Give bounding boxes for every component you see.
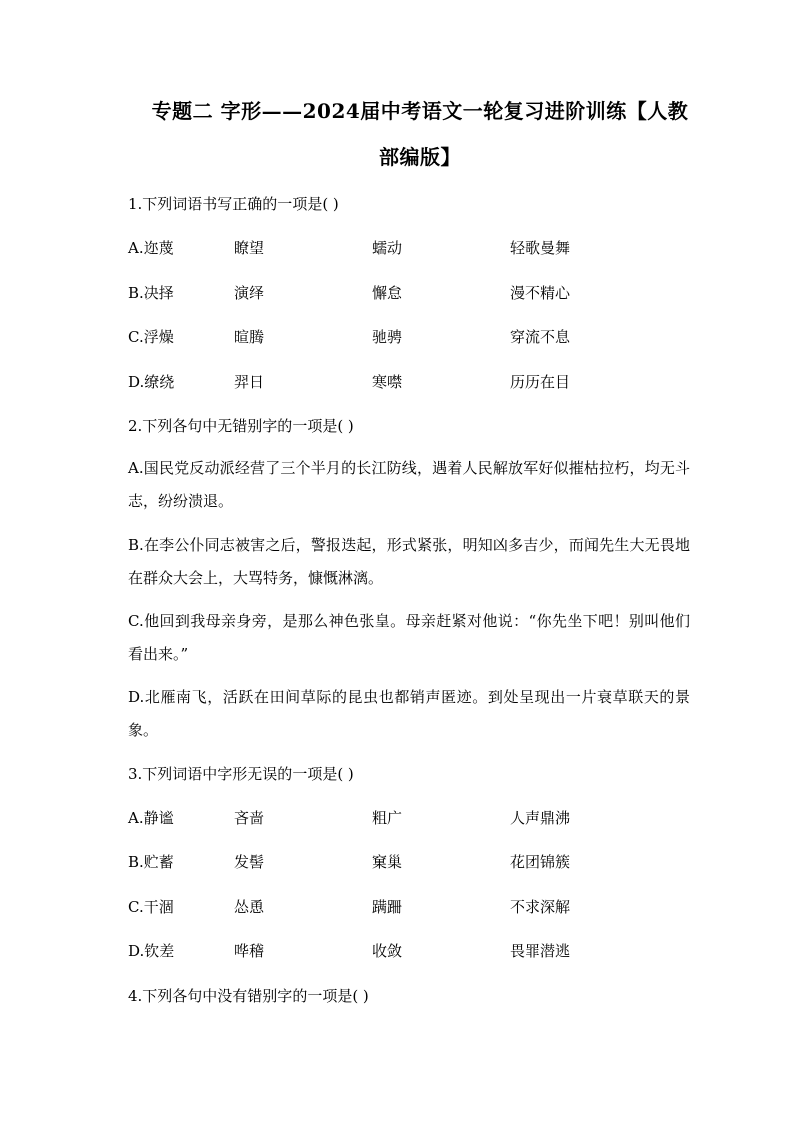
question-1-option-b (128, 282, 688, 306)
option-word: 羿日 (234, 373, 265, 391)
question-1-stem: 1.下列词语书写正确的一项是( ) (128, 195, 339, 213)
option-word: D.缭绕 (128, 373, 175, 391)
option-word: B.决择 (128, 284, 174, 302)
option-word: A.静谧 (128, 809, 174, 827)
option-word: 寒噤 (372, 373, 403, 391)
option-word: 收敛 (372, 942, 403, 960)
option-word: 历历在目 (510, 373, 571, 391)
question-3-stem: 3.下列词语中字形无误的一项是( ) (128, 765, 354, 783)
question-3-option-b (128, 851, 688, 875)
option-word: 轻歌曼舞 (510, 239, 571, 257)
option-word: 花团锦簇 (510, 853, 571, 871)
option-word: 穿流不息 (510, 328, 571, 346)
option-word: 哗稽 (234, 942, 265, 960)
page-title-line-2: 部编版】 (379, 145, 461, 169)
question-2-option-d: D.北雁南飞，活跃在田间草际的昆虫也都销声匿迹。到处呈现出一片衰草联天的景象。 (128, 688, 690, 739)
option-word: 瞭望 (234, 239, 265, 257)
question-3-option-a (128, 807, 688, 831)
option-word: 不求深解 (510, 898, 571, 916)
option-word: 驰骋 (372, 328, 403, 346)
option-word: 窠巢 (372, 853, 403, 871)
question-3-option-c (128, 896, 688, 920)
question-2-option-a: A.国民党反动派经营了三个半月的长江防线，遇着人民解放军好似摧枯拉朽，均无斗志，纷纷溃退。 (128, 459, 690, 510)
question-1-option-d (128, 371, 688, 395)
option-word: 吝啬 (234, 809, 265, 827)
question-2-option-b: B.在李公仆同志被害之后，警报迭起，形式紧张，明知凶多吉少，而闻先生大无畏地在群众大会上，大骂特务，慷慨淋漓。 (128, 536, 690, 587)
option-word: 畏罪潜逃 (510, 942, 571, 960)
option-word: 蹒跚 (372, 898, 403, 916)
option-word: 漫不精心 (510, 284, 571, 302)
option-word: 演绎 (234, 284, 265, 302)
option-word: C.干涸 (128, 898, 174, 916)
option-word: 人声鼎沸 (510, 809, 571, 827)
option-word: 怂恿 (234, 898, 265, 916)
option-word: 懈怠 (372, 284, 403, 302)
question-1-option-a (128, 237, 688, 261)
option-word: D.钦差 (128, 942, 175, 960)
option-word: A.迩蔑 (128, 239, 174, 257)
option-word: 蠕动 (372, 239, 403, 257)
option-word: B.贮蓄 (128, 853, 174, 871)
option-word: 粗广 (372, 809, 403, 827)
option-word: C.浮燥 (128, 328, 174, 346)
question-2-option-c: C.他回到我母亲身旁，是那么神色张皇。母亲赶紧对他说：“你先坐下吧！别叫他们看出来。” (128, 612, 690, 663)
question-3-option-d (128, 940, 688, 964)
question-4-stem: 4.下列各句中没有错别字的一项是( ) (128, 987, 369, 1005)
option-word: 暄腾 (234, 328, 265, 346)
page-title-line-1: 专题二 字形——2024届中考语文一轮复习进阶训练【人教 (151, 99, 689, 123)
option-word: 发髻 (234, 853, 265, 871)
question-2-stem: 2.下列各句中无错别字的一项是( ) (128, 417, 354, 435)
question-1-option-c (128, 326, 688, 350)
